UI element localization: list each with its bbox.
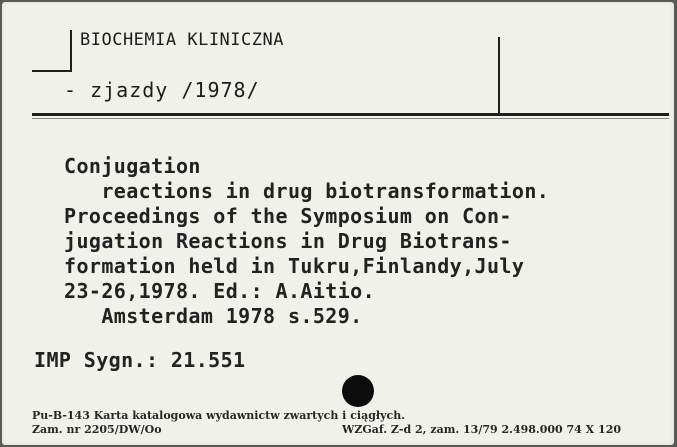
header-vertical-rule-left	[70, 30, 72, 72]
header-left-stub	[32, 70, 72, 72]
entry-line-3: Proceedings of the Symposium on Con-	[64, 204, 512, 228]
header-vertical-rule-right	[498, 37, 500, 113]
entry-line-7: Amsterdam 1978 s.529.	[64, 304, 363, 328]
header-bottom-rule	[32, 113, 669, 116]
heading-title: BIOCHEMIA KLINICZNA	[80, 30, 284, 50]
heading-subtitle: - zjazdy /1978/	[64, 78, 260, 102]
header-bottom-rule-thin	[32, 118, 669, 119]
entry-line-4: jugation Reactions in Drug Biotrans-	[64, 229, 512, 253]
entry-line-6: 23-26,1978. Ed.: A.Aitio.	[64, 279, 376, 303]
entry-line-1: Conjugation	[64, 154, 201, 178]
entry-line-2: reactions in drug biotransformation.	[64, 179, 550, 203]
footer-line-2-right: WZGaf. Z-d 2, zam. 13/79 2.498.000 74 X 120	[342, 423, 621, 436]
entry-line-5: formation held in Tukru,Finlandy,July	[64, 254, 525, 278]
call-number: IMP Sygn.: 21.551	[34, 348, 246, 372]
footer-line-2-left: Zam. nr 2205/DW/Oo	[32, 423, 162, 436]
footer-line-1: Pu-B-143 Karta katalogowa wydawnictw zwartych i ciągłych.	[32, 409, 406, 422]
catalog-card	[2, 2, 674, 445]
punch-hole	[342, 375, 374, 407]
